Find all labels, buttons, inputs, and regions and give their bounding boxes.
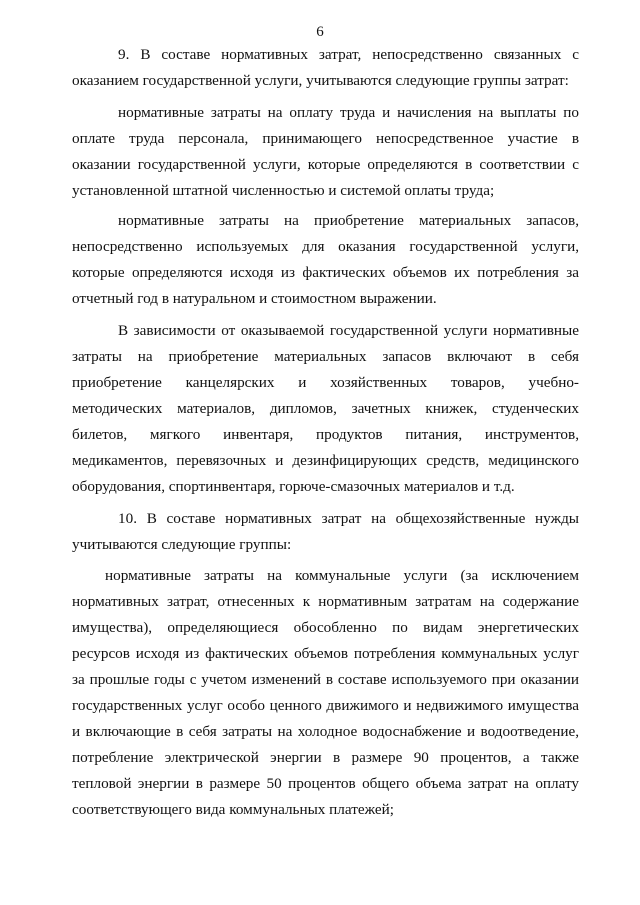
text-line: оказанием государственной услуги, учитываются следующие группы затрат:	[72, 72, 569, 89]
paragraph-labor-costs	[72, 100, 579, 204]
text-line: 9. В составе нормативных затрат, непосредственно связанных с	[118, 46, 579, 63]
text-line: В зависимости от оказываемой государственной услуги нормативные	[118, 322, 579, 339]
text-line: 10. В составе нормативных затрат на общехозяйственные нужды	[118, 510, 579, 527]
text-line: учитываются следующие группы:	[72, 536, 292, 553]
text-line: оказании государственной услуги, которые определяются в соответствии с	[72, 156, 579, 173]
text-line: приобретение канцелярских и хозяйственных товаров, учебно-	[72, 374, 579, 391]
text-line: оплате труда персонала, принимающего непосредственное участие в	[72, 130, 579, 147]
text-line: установленной штатной численностью и системой оплаты труда;	[72, 182, 495, 199]
text-line: нормативные затраты на приобретение материальных запасов,	[118, 212, 579, 229]
text-line: имущества), определяющиеся обособленно по видам энергетических	[72, 619, 579, 636]
text-line: соответствующего вида коммунальных платежей;	[72, 801, 394, 818]
text-line: которые определяются исходя из фактических объемов их потребления за	[72, 264, 579, 281]
page-number: 6	[316, 24, 324, 40]
text-line: государственных услуг особо ценного движимого и недвижимого имущества	[72, 697, 579, 714]
text-line: непосредственно используемых для оказания государственной услуги,	[72, 238, 579, 255]
text-line: нормативные затраты на оплату труда и начисления на выплаты по	[118, 104, 579, 121]
paragraph-10-intro	[72, 506, 579, 558]
text-line: и включающие в себя затраты на холодное водоснабжение и водоотведение,	[72, 723, 579, 740]
paragraph-9-intro	[72, 42, 579, 94]
text-line: нормативных затрат, отнесенных к нормативным затратам на содержание	[72, 593, 579, 610]
text-line: ресурсов исходя из фактических объемов потребления коммунальных услуг	[72, 645, 579, 662]
text-line: потребление электрической энергии в размере 90 процентов, а также	[72, 749, 579, 766]
text-line: отчетный год в натуральном и стоимостном выражении.	[72, 290, 437, 307]
text-line: методических материалов, дипломов, зачетных книжек, студенческих	[72, 400, 579, 417]
text-line: медикаментов, перевязочных и дезинфицирующих средств, медицинского	[72, 452, 579, 469]
text-line: нормативные затраты на коммунальные услуги (за исключением	[105, 567, 579, 584]
text-line: тепловой энергии в размере 50 процентов общего объема затрат на оплату	[72, 775, 579, 792]
text-line: за прошлые годы с учетом изменений в составе используемого при оказании	[72, 671, 579, 688]
document-body	[72, 42, 579, 826]
text-line: оборудования, спортинвентаря, горюче-смазочных материалов и т.д.	[72, 478, 515, 495]
text-line: билетов, мягкого инвентаря, продуктов питания, инструментов,	[72, 426, 579, 443]
paragraph-material-supplies	[72, 208, 579, 312]
text-line: затраты на приобретение материальных запасов включают в себя	[72, 348, 579, 365]
paragraph-supplies-list	[72, 318, 579, 500]
paragraph-utilities	[72, 563, 579, 823]
